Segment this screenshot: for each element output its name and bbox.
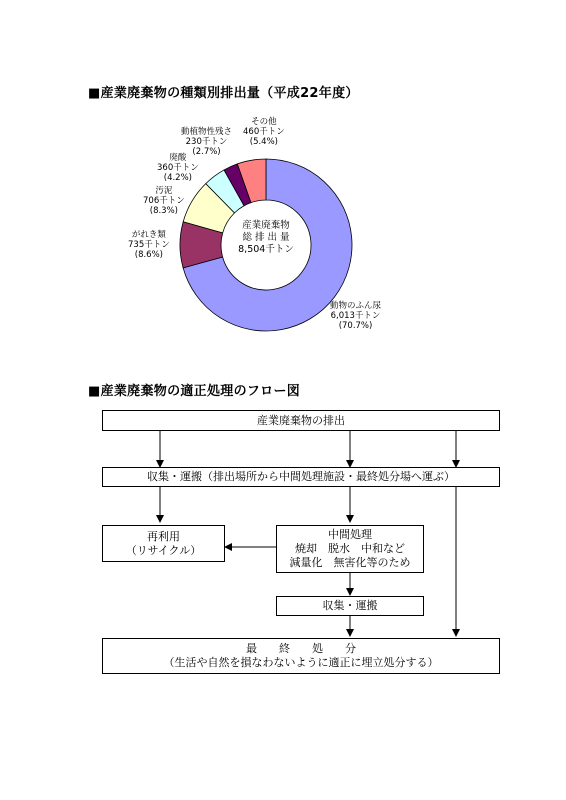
center-line-1: 産業廃棄物: [242, 220, 290, 231]
slice-label-acid: 廃酸 360千トン (4.2%): [157, 153, 199, 183]
flow-box-final-disposal: 最 終 処 分 （生活や自然を損なわないように適正に埋立処分する）: [102, 638, 500, 674]
slice-label-plant-residue: 動植物性残さ 230千トン (2.7%): [181, 127, 233, 157]
slice-label-rubble: がれき類 735千トン (8.6%): [128, 230, 170, 260]
center-line-3: 8,504千トン: [238, 244, 294, 255]
flow-box-collect-transport: 収集・運搬（排出場所から中間処理施設・最終処分場へ運ぶ）: [102, 467, 500, 487]
chart-title: ■産業廃棄物の種類別排出量（平成22年度）: [88, 86, 359, 101]
flow-title: ■産業廃棄物の適正処理のフロー図: [88, 384, 301, 399]
flow-box-discharge: 産業廃棄物の排出: [102, 410, 500, 431]
slice-label-manure: 動物のふん尿 6,013千トン (70.7%): [330, 301, 382, 331]
flow-box-collect-transport-2: 収集・運搬: [276, 596, 424, 616]
center-line-2: 総 排 出 量: [242, 232, 290, 243]
flow-box-intermediate: 中間処理 焼却 脱水 中和など 減量化 無害化等のため: [276, 525, 424, 573]
flow-box-reuse: 再利用 （リサイクル）: [102, 525, 225, 562]
slice-label-sludge: 汚泥 706千トン (8.3%): [143, 186, 185, 216]
slice-label-other: その他 460千トン (5.4%): [243, 117, 285, 147]
